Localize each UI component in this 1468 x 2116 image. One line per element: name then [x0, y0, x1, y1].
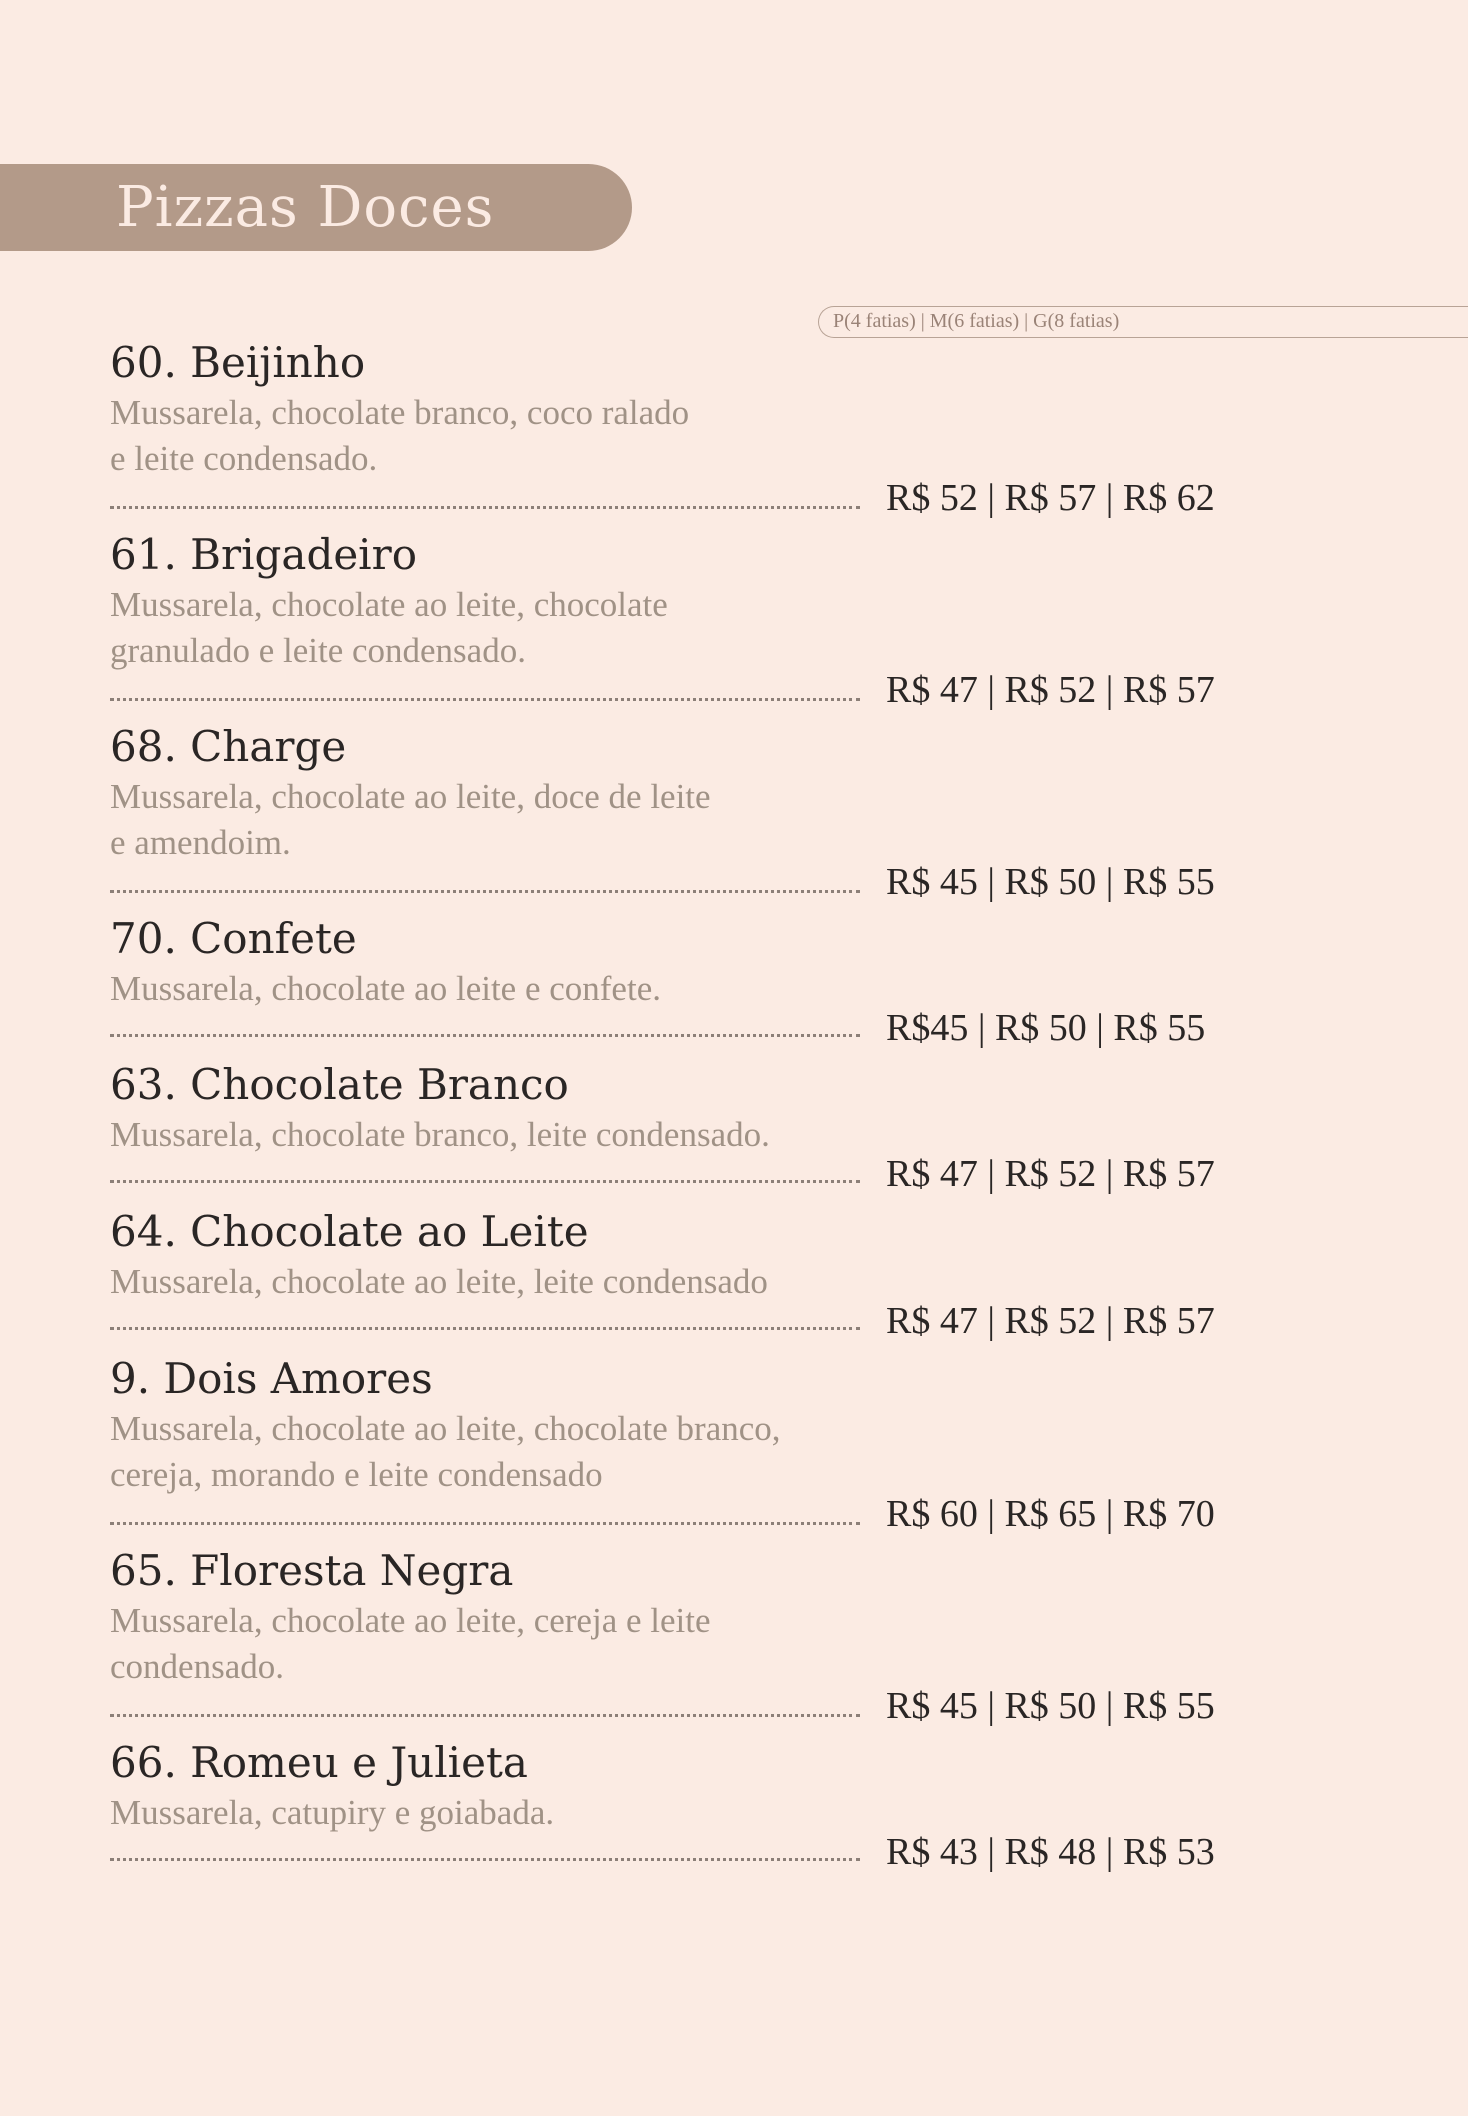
item-price: R$ 43 | R$ 48 | R$ 53 — [886, 1831, 1215, 1873]
item-price: R$ 45 | R$ 50 | R$ 55 — [886, 861, 1215, 903]
item-description: Mussarela, chocolate ao leite, doce de leite e amendoim. — [110, 777, 711, 862]
item-description: Mussarela, chocolate branco, coco ralado e leite condensado. — [110, 393, 690, 478]
item-price: R$ 47 | R$ 52 | R$ 57 — [886, 669, 1215, 711]
section-title: Pizzas Doces — [116, 175, 495, 240]
item-title: 66. Romeu e Julieta — [110, 1738, 528, 1787]
item-price: R$ 45 | R$ 50 | R$ 55 — [886, 1685, 1215, 1727]
item-title: 68. Charge — [110, 722, 347, 771]
dotted-leader — [110, 890, 860, 893]
item-price: R$ 47 | R$ 52 | R$ 57 — [886, 1153, 1215, 1195]
item-title: 65. Floresta Negra — [110, 1546, 514, 1595]
item-title: 9. Dois Amores — [110, 1354, 433, 1403]
item-title: 60. Beijinho — [110, 338, 366, 387]
section-header — [0, 164, 632, 251]
item-description: Mussarela, chocolate ao leite, cereja e leite condensado. — [110, 1601, 711, 1686]
dotted-leader — [110, 1858, 860, 1861]
item-description: Mussarela, chocolate ao leite, chocolate branco, cereja, morando e leite condensado — [110, 1409, 781, 1494]
item-price: R$45 | R$ 50 | R$ 55 — [886, 1007, 1206, 1049]
item-description: Mussarela, chocolate branco, leite condensado. — [110, 1115, 770, 1154]
item-title: 64. Chocolate ao Leite — [110, 1207, 589, 1256]
dotted-leader — [110, 506, 860, 509]
dotted-leader — [110, 1034, 860, 1037]
item-description: Mussarela, catupiry e goiabada. — [110, 1793, 555, 1832]
item-price: R$ 52 | R$ 57 | R$ 62 — [886, 477, 1215, 519]
dotted-leader — [110, 1522, 860, 1525]
size-legend: P(4 fatias) | M(6 fatias) | G(8 fatias) — [818, 306, 1468, 338]
dotted-leader — [110, 1180, 860, 1183]
dotted-leader — [110, 1714, 860, 1717]
dotted-leader — [110, 698, 860, 701]
item-title: 70. Confete — [110, 914, 357, 963]
item-description: Mussarela, chocolate ao leite, leite condensado — [110, 1262, 768, 1301]
item-description: Mussarela, chocolate ao leite e confete. — [110, 969, 661, 1008]
item-title: 63. Chocolate Branco — [110, 1060, 569, 1109]
dotted-leader — [110, 1327, 860, 1330]
item-price: R$ 60 | R$ 65 | R$ 70 — [886, 1493, 1215, 1535]
item-price: R$ 47 | R$ 52 | R$ 57 — [886, 1300, 1215, 1342]
item-description: Mussarela, chocolate ao leite, chocolate granulado e leite condensado. — [110, 585, 668, 670]
item-title: 61. Brigadeiro — [110, 530, 417, 579]
